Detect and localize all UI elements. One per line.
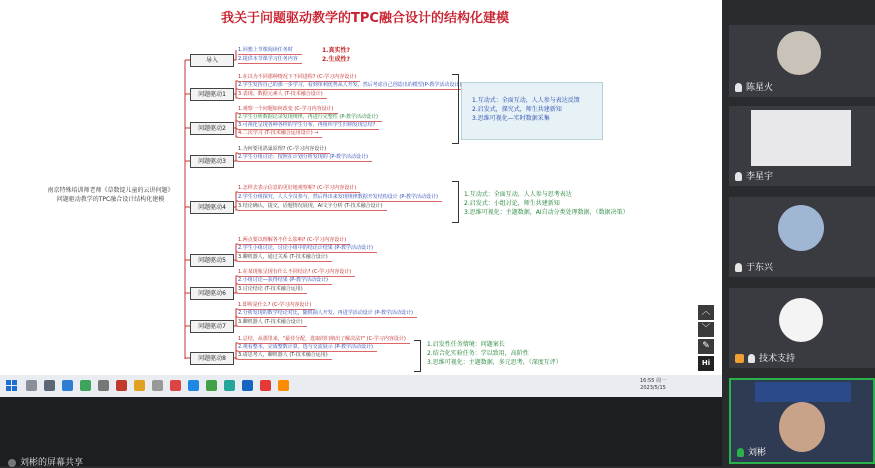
- driver-node: 问题驱动4: [190, 201, 234, 214]
- detail-text: 1.即所是什么? (C-学习内容设计): [238, 301, 315, 310]
- summary-line: 3.思维可视化—实时数据采集: [472, 115, 550, 122]
- clock-date: 2023/5/15: [640, 385, 666, 391]
- participant-tile[interactable]: [729, 288, 875, 368]
- folder-icon[interactable]: [134, 380, 145, 391]
- driver-detail-line: [238, 81, 465, 90]
- previous-slide-button[interactable]: ︿: [698, 305, 714, 320]
- summary-line: 1.互动式：全面互动，人人参与思考表达: [464, 191, 572, 198]
- windows-start-icon[interactable]: [6, 380, 17, 391]
- app-icon[interactable]: [80, 380, 91, 391]
- app-icon[interactable]: [224, 380, 235, 391]
- screen-share-text: 刘彬的屏幕共享: [20, 458, 84, 468]
- detail-text: 1.观察一个问题如何改变 (C-学习内容设计): [238, 105, 338, 114]
- detail-text: 1.两点要以理解各不什么影响? (C-学习内容设计): [238, 236, 350, 245]
- driver-node: 问题驱动3: [190, 155, 234, 168]
- summary-line: 2.启发式，探究式，师生共建新知: [472, 106, 562, 113]
- driver-detail-line: [238, 129, 322, 138]
- task-view-icon[interactable]: [44, 380, 55, 391]
- detail-line: 1.回想上节课阅读任务时: [238, 46, 302, 55]
- app-icon[interactable]: [260, 380, 271, 391]
- detail-text: 3.聊机器人 (T-技术融合设计): [238, 318, 307, 327]
- driver-node: 问题驱动8: [190, 352, 234, 365]
- person-hat-avatar: [777, 31, 821, 75]
- detail-text: 1.在某现象呈现有什么不同结论? (C-学习内容设计): [238, 268, 355, 277]
- app-icon[interactable]: [152, 380, 163, 391]
- app-icon[interactable]: [206, 380, 217, 391]
- summary-line: 3.思维可视化：主题数据，AI自动分类处理数据，（数据决策）: [464, 209, 629, 216]
- summary-line: 2.结合化实验任务：学以致用，高阶性: [427, 350, 529, 357]
- detail-text: 3.请思考人，聊机器人 (T-技术融合运用): [238, 351, 332, 360]
- taskbar-clock: [640, 378, 666, 392]
- summary-line: 3.思维可视化：主题数据，多元思考，（深度互评）: [427, 359, 562, 366]
- summary-2: [464, 190, 629, 217]
- detail-text: 1.为何要用鸽巢原理? (C-学习内容设计): [238, 145, 330, 154]
- detail-text: 1.怎样去表示信息的更好地观察呢? (C-学习内容设计): [238, 184, 360, 193]
- summary-3: [427, 340, 562, 367]
- microphone-icon: [748, 354, 755, 363]
- driver-detail-line: [238, 309, 417, 318]
- driver-detail-line: [238, 253, 332, 262]
- driver-detail-line: [238, 276, 332, 285]
- participant-name: 李星宇: [735, 169, 773, 182]
- driver-node: 问题驱动6: [190, 287, 234, 300]
- app-icon[interactable]: [62, 380, 73, 391]
- pen-tool-button[interactable]: ✎: [698, 339, 714, 354]
- participant-tile[interactable]: [729, 197, 875, 277]
- detail-text: 2.分析发现的数学结论对比，随机抽人开发，再进学活动设计 (P-教学活动设计): [238, 309, 417, 318]
- host-badge-icon: [735, 354, 744, 363]
- participant-tile[interactable]: [729, 25, 875, 97]
- participant-name: 技术支持: [735, 351, 795, 364]
- driver-detail-line: [238, 318, 307, 327]
- center-line: 南京特殊培训师老师《草数锭儿童的云讲何题》: [47, 187, 174, 194]
- intro-details: [238, 46, 302, 64]
- detail-text: 1.在以为不同那种情况下不同进程? (C-学习内容设计): [238, 73, 360, 82]
- driver-node: 问题驱动5: [190, 254, 234, 267]
- detail-text: 3.表现、数据元素人 (T-技术融合设计): [238, 90, 327, 99]
- intro-questions: [322, 46, 350, 64]
- driver-detail-line: [238, 285, 307, 294]
- detail-text: 4.二次学习 (T-技术融合运用设计) →: [238, 129, 322, 138]
- app-icon[interactable]: [116, 380, 127, 391]
- driver-detail-line: [238, 153, 372, 162]
- driver-detail-line: [238, 202, 387, 211]
- slide-nav-controls: [698, 305, 714, 373]
- detail-text: 2.学生分组讨论：按照在计划分析发现的 (P-教学活动设计): [238, 153, 372, 162]
- center-line: 问题驱动教学的TPC融合设计结构化建模: [56, 196, 165, 203]
- app-icon[interactable]: [242, 380, 253, 391]
- summary-line: 1.互动式：全面互动，人人参与表达反馈: [472, 97, 580, 104]
- detail-text: 3.聊机器人，通过关系 (T-技术融合设计): [238, 253, 332, 262]
- screen-share-label: [8, 455, 83, 468]
- detail-text: 2.观看整本，完成整数计算，选与交流展示 (P-教学活动设计): [238, 343, 377, 352]
- app-icon[interactable]: [278, 380, 289, 391]
- summary-line: 2.启发式：小组讨论，师生共建新知: [464, 200, 560, 207]
- detail-line: 2.提供本节课学习任务内容: [238, 55, 302, 64]
- microphone-icon: [735, 263, 742, 272]
- active-speaker-tile[interactable]: [729, 378, 875, 464]
- participant-name: 陈星火: [735, 80, 773, 93]
- summary-line: 1.启发性任务情境：问题案长: [427, 341, 505, 348]
- summary-bracket: [452, 181, 459, 223]
- question-line: 1.真实性?: [322, 47, 350, 54]
- summary-bracket: [452, 74, 459, 144]
- detail-text: 2.小组讨论—获得结果 (P-教学活动设计): [238, 276, 332, 285]
- center-topic: [38, 186, 183, 204]
- detail-text: 1.总结，从那里来，"最佳分配，选取的归纳出了解决法?" (C-学习内容设计): [238, 335, 410, 344]
- microphone-icon: [735, 172, 742, 181]
- clock-time: 16:55 周一: [640, 378, 666, 384]
- driver-node: 问题驱动2: [190, 122, 234, 135]
- intro-node: 导入: [190, 54, 234, 67]
- driver-detail-line: [238, 193, 442, 202]
- detail-text: 3.可视化呈现各种各样的学生分布，再组织学生归纳发现总结?: [238, 121, 379, 130]
- detail-text: 2.学生发挥自己的那一步学习，看到单利优势从人开发，然后考虑自己创造出的模型(P-教学活动设计): [238, 81, 465, 90]
- screen-preview: [751, 110, 851, 166]
- driver-node: 问题驱动7: [190, 320, 234, 333]
- person-avatar: [778, 205, 824, 251]
- driver-detail-line: [238, 244, 377, 253]
- detail-text: 2.学生分析数据记录发现规律，再进行完整性 (P-教学活动设计): [238, 113, 382, 122]
- participant-name: 于东兴: [735, 260, 773, 273]
- slide-title: 我关于问题驱动教学的TPC融合设计的结构化建模: [221, 11, 509, 26]
- driver-detail-line: [238, 90, 327, 99]
- speaker-video: [779, 402, 825, 452]
- active-microphone-icon: [737, 448, 744, 457]
- microphone-icon: [735, 83, 742, 92]
- summary-bracket: [414, 340, 421, 372]
- participant-tile[interactable]: [729, 106, 875, 186]
- driver-detail-line: [238, 184, 360, 193]
- app-icon[interactable]: [188, 380, 199, 391]
- detail-text: 3.结论确认，提交，话题情况展现，AI文字分析 (T-技术融合设计): [238, 202, 387, 211]
- participant-name: 刘彬: [737, 445, 766, 458]
- detail-text: 2.学生小组讨论，讨论小组中的结论计结果 (P-教学活动设计): [238, 244, 377, 253]
- speaker-banner: [755, 382, 851, 402]
- detail-text: 2.学生分组探究，人人全员参与，然后得出来发现规律数据开发结构设计 (P-教学活动设计): [238, 193, 442, 202]
- next-slide-button[interactable]: ﹀: [698, 322, 714, 337]
- search-icon[interactable]: [26, 380, 37, 391]
- question-line: 2.生成性?: [322, 56, 350, 63]
- driver-node: 问题驱动1: [190, 88, 234, 101]
- app-icon[interactable]: [98, 380, 109, 391]
- hi-button[interactable]: Hi: [698, 356, 714, 371]
- cartoon-avatar: [779, 298, 823, 342]
- wps-icon[interactable]: [170, 380, 181, 391]
- summary-1: [472, 96, 580, 123]
- windows-taskbar: [0, 375, 722, 397]
- driver-detail-line: [238, 351, 332, 360]
- screen-share-icon: [8, 459, 16, 467]
- detail-text: 3.讨论结论 (T-技术融合运用): [238, 285, 307, 294]
